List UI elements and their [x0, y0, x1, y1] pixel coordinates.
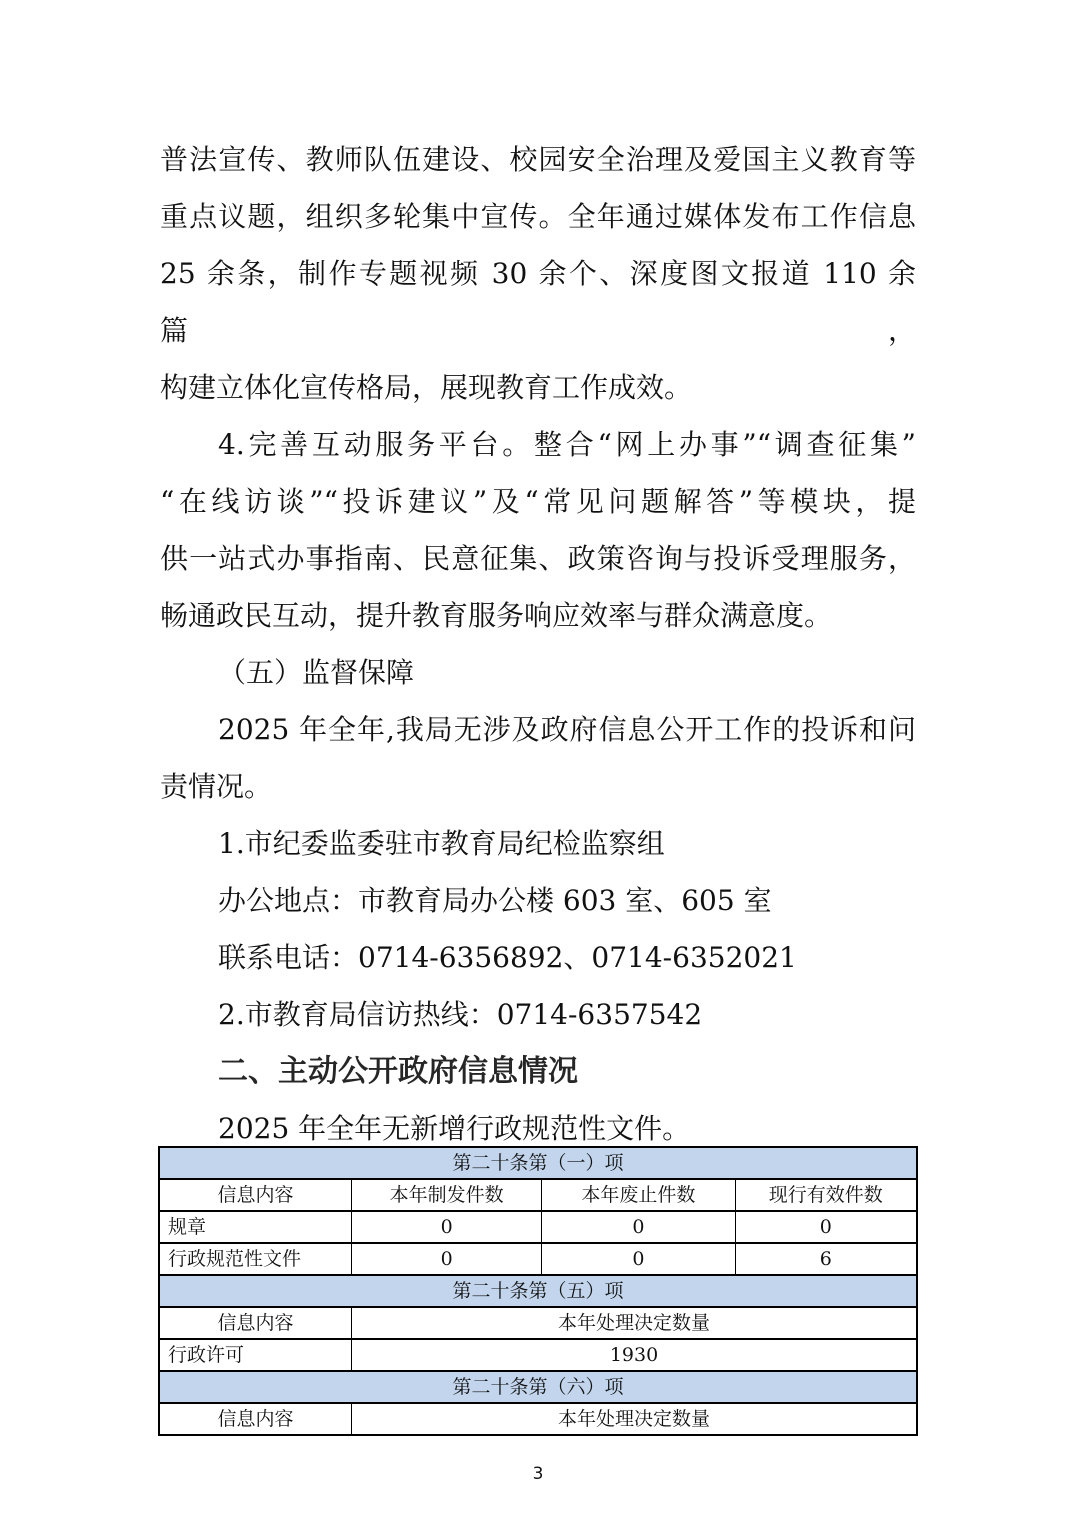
table-cell-value: 0: [542, 1243, 735, 1275]
body-text-line: 2.市教育局信访热线：0714-6357542: [218, 998, 703, 1031]
body-text-line: 供一站式办事指南、民意征集、政策咨询与投诉受理服务，: [160, 542, 916, 575]
table-section-header-row: [159, 1275, 917, 1307]
table-column-header: 本年处理决定数量: [352, 1403, 917, 1435]
body-text-line: 构建立体化宣传格局，展现教育工作成效。: [160, 371, 693, 404]
body-text-line: 办公地点：市教育局办公楼 603 室、605 室: [218, 884, 772, 917]
body-text-line: 畅通政民互动，提升教育服务响应效率与群众满意度。: [160, 599, 833, 632]
table-cell-value: 0: [542, 1211, 735, 1243]
table-column-header-row: [159, 1179, 917, 1211]
table-cell-value: 0: [352, 1243, 542, 1275]
body-text-line: 1.市纪委监委驻市教育局纪检监察组: [218, 827, 665, 860]
table-cell-value: 0: [352, 1211, 542, 1243]
table-column-header: 现行有效件数: [735, 1179, 917, 1211]
table-row-label: 行政规范性文件: [159, 1243, 352, 1275]
table-section-title: 第二十条第（五）项: [159, 1275, 917, 1307]
table-row-label: 行政许可: [159, 1339, 352, 1371]
page-number: 3: [532, 1464, 544, 1484]
body-text-line: 4.完善互动服务平台。整合“网上办事”“调查征集”: [218, 428, 916, 461]
table-column-header: 信息内容: [159, 1403, 352, 1435]
table-column-header: 本年废止件数: [542, 1179, 735, 1211]
body-text-line: “在线访谈”“投诉建议”及“常见问题解答”等模块，提: [160, 485, 916, 518]
body-text-line: 联系电话：0714-6356892、0714-6352021: [218, 941, 797, 974]
table-row: [159, 1243, 917, 1275]
body-text-line: 重点议题，组织多轮集中宣传。全年通过媒体发布工作信息: [160, 200, 916, 233]
table-column-header: 本年制发件数: [352, 1179, 542, 1211]
body-text-line: 普法宣传、教师队伍建设、校园安全治理及爱国主义教育等: [160, 143, 916, 176]
table-cell-value: 6: [735, 1243, 917, 1275]
disclosure-statistics-table: [158, 1146, 918, 1436]
table-section-title: 第二十条第（六）项: [159, 1371, 917, 1403]
table-cell-value: 0: [735, 1211, 917, 1243]
table-column-header: 信息内容: [159, 1179, 352, 1211]
table-cell-value: 1930: [352, 1339, 917, 1371]
body-text-line: 责情况。: [160, 770, 273, 803]
table-row: [159, 1339, 917, 1371]
body-text-line: 25 余条，制作专题视频 30 余个、深度图文报道 110 余篇，: [160, 257, 916, 347]
table-row-label: 规章: [159, 1211, 352, 1243]
subsection-heading: （五）监督保障: [218, 656, 415, 689]
table-section-header-row: [159, 1371, 917, 1403]
table-column-header-row: [159, 1403, 917, 1435]
section-heading: 二、主动公开政府信息情况: [218, 1054, 578, 1089]
body-text-line: 2025 年全年,我局无涉及政府信息公开工作的投诉和问: [218, 713, 916, 746]
table-row: [159, 1211, 917, 1243]
table-section-title: 第二十条第（一）项: [159, 1147, 917, 1179]
table-column-header-row: [159, 1307, 917, 1339]
table-column-header: 信息内容: [159, 1307, 352, 1339]
table-column-header: 本年处理决定数量: [352, 1307, 917, 1339]
body-text-line: 2025 年全年无新增行政规范性文件。: [218, 1112, 691, 1145]
